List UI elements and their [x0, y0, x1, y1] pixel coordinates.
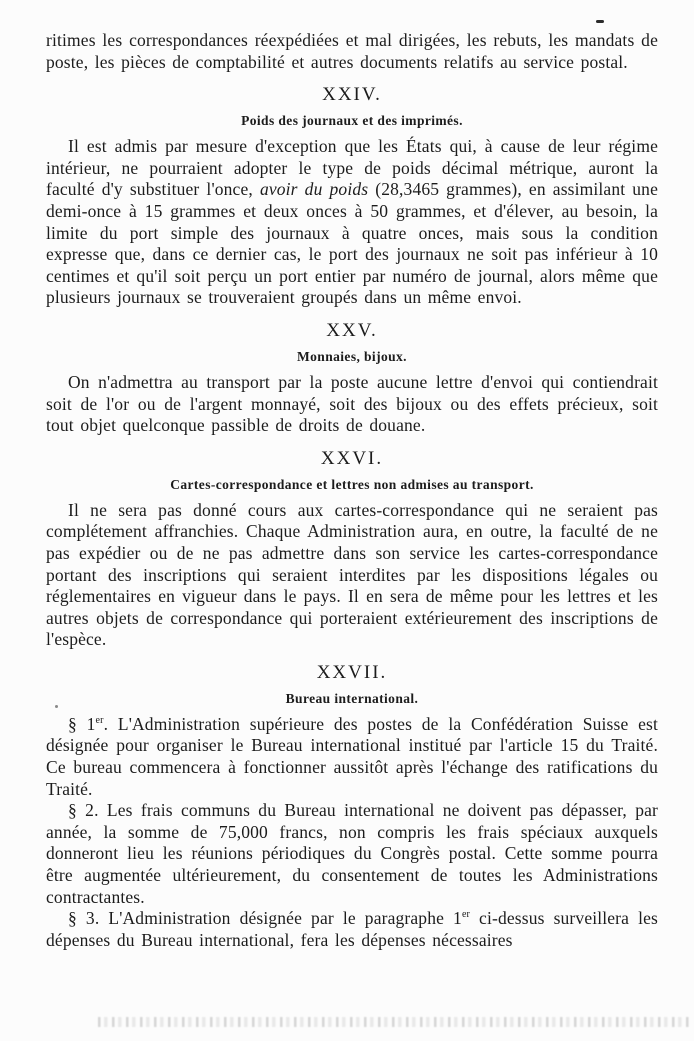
article-section-xxiv	[46, 84, 658, 309]
text-segment: ci-dessus surveillera les dépenses du Bureau international, fera les dépenses nécessaires	[46, 908, 658, 950]
continuation-paragraph-block	[46, 30, 658, 73]
article-body	[46, 372, 658, 437]
article-section-xxvi	[46, 448, 658, 651]
article-title: Bureau international.	[285, 690, 419, 706]
article-body	[46, 500, 658, 651]
article-title: Monnaies, bijoux.	[297, 348, 407, 364]
article-number: XXV.	[326, 319, 378, 341]
text-column	[46, 30, 658, 951]
text-segment: er	[461, 909, 471, 921]
article-number: XXVII.	[316, 661, 388, 683]
paragraph	[46, 30, 658, 73]
article-title: Cartes-correspondance et lettres non admises au transport.	[170, 476, 534, 492]
text-segment: Il ne sera pas donné cours aux cartes-correspondance qui ne seraient pas complétement affranchies. Chaque Administration aura, en outre, la faculté de ne pas expédier ou de ne pas admettre dans son service les cartes-correspondance portant des inscriptions qui seraient interdites par les dispositions légales ou réglementaires en vigueur dans le pays. Il en sera de même pour les lettres et les autres objets de correspondance qui porteraient extérieurement des inscriptions de l'espèce.	[46, 499, 658, 650]
paragraph	[46, 714, 658, 800]
cutoff-text-streaks	[98, 1017, 691, 1027]
text-segment: ritimes les correspondances réexpédiées et mal dirigées, les rebuts, les mandats de poste, les pièces de comptabilité et autres documents relatifs au service postal.	[46, 30, 658, 72]
article-number: XXIV.	[322, 84, 382, 106]
text-segment: avoir du poids	[259, 179, 369, 200]
article-body	[46, 136, 658, 309]
text-segment: (28,3465 grammes), en assimilant une demi-once à 15 grammes et deux onces à 50 grammes, et d'élever, au besoin, la limite du port simple des journaux à quatre onces, mais sous la condition expresse que, dans ce dernier cas, le port des journaux ne soit pas inférieur à 10 centimes et qu'il soit perçu un port entier par numéro de journal, alors même que plusieurs journaux se trouveraient groupés dans un même envoi.	[46, 179, 659, 308]
paragraph	[46, 500, 658, 651]
article-body	[46, 714, 658, 952]
paragraph	[46, 800, 658, 908]
text-segment: Il est admis par mesure d'exception que les États qui, à cause de leur régime intérieur, ne pourraient adopter le type de poids décimal métrique, auront la faculté d'y substituer l'once,	[46, 136, 658, 200]
ink-speck-artifact	[596, 20, 604, 23]
paragraph	[46, 372, 658, 437]
article-section-xxvii	[46, 662, 658, 952]
article-section-xxv	[46, 320, 658, 437]
article-title: Poids des journaux et des imprimés.	[241, 113, 463, 129]
paragraph	[46, 908, 658, 951]
text-segment: er	[95, 715, 104, 727]
text-segment: . L'Administration supérieure des postes de la Confédération Suisse est désignée pour organiser le Bureau international institué par l'article 15 du Traité. Ce bureau commencera à fonctionner aussitôt après l'échange des ratifications du Traité.	[46, 713, 658, 799]
paragraph	[46, 136, 658, 309]
text-segment: On n'admettra au transport par la poste aucune lettre d'envoi qui contiendrait soit de l'or ou de l'argent monnayé, soit des bijoux ou des effets précieux, soit tout objet quelconque passible de droits de douane.	[46, 371, 658, 436]
text-segment: § 3. L'Administration désignée par le paragraphe 1	[68, 908, 462, 929]
text-segment: § 2. Les frais communs du Bureau international ne doivent pas dépasser, par année, la somme de 75,000 francs, non compris les frais spéciaux auxquels donneront lieu les réunions périodiques du Congrès postal. Cette somme pourra être augmentée ultérieurement, du consentement de toutes les Administrations contractantes.	[46, 800, 658, 907]
article-number: XXVI.	[320, 447, 384, 469]
text-segment: § 1	[68, 713, 96, 734]
